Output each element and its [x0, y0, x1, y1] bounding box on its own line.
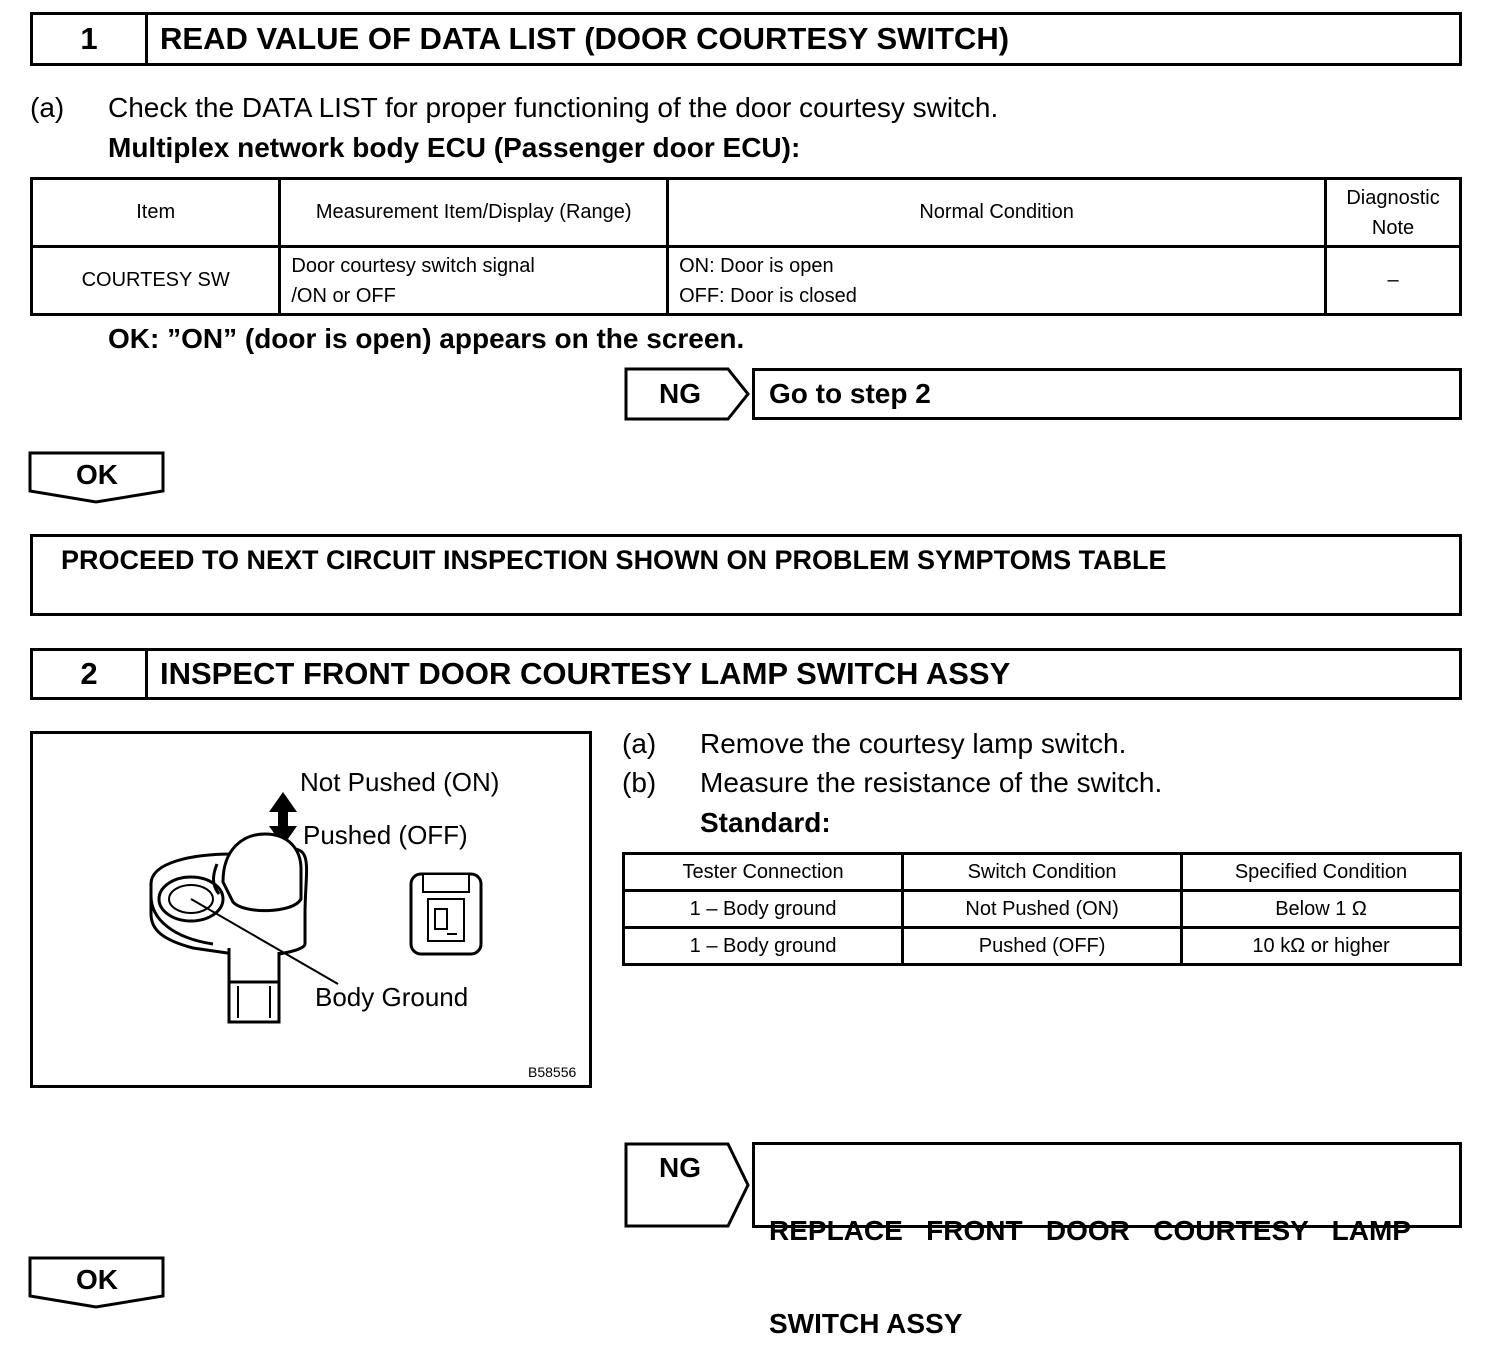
ok-condition: OK: ”ON” (door is open) appears on the screen.: [108, 323, 745, 354]
step-1-header: [30, 12, 1462, 66]
table-cell: 1 – Body ground: [624, 891, 903, 928]
table-header: Specified Condition: [1182, 854, 1461, 891]
table-cell: COURTESY SW: [32, 247, 280, 315]
step-title: READ VALUE OF DATA LIST (DOOR COURTESY SWITCH): [160, 21, 1010, 56]
table-header: Measurement Item/Display (Range): [280, 179, 668, 247]
figure-code: B58556: [528, 1064, 577, 1080]
cell-line: ON: Door is open: [679, 254, 834, 277]
list-marker: (a): [622, 728, 657, 759]
standard-table: [622, 852, 1462, 966]
table-header: [1326, 179, 1461, 247]
ng-action-line: REPLACE FRONT DOOR COURTESY LAMP: [769, 1215, 1411, 1246]
ng-label: NG: [659, 378, 701, 409]
list-marker: (a): [30, 92, 65, 123]
step-2-header: [30, 648, 1462, 700]
table-header: Normal Condition: [668, 179, 1326, 247]
cell-line: /ON or OFF: [291, 284, 396, 307]
instruction-text: Remove the courtesy lamp switch.: [700, 728, 1127, 759]
header-line: Note: [1371, 216, 1415, 239]
cell-line: Door courtesy switch signal: [291, 254, 535, 277]
table-cell: [280, 247, 668, 315]
ng-action-line: SWITCH ASSY: [769, 1308, 963, 1339]
ng-action-box: Go to step 2: [752, 368, 1462, 420]
table-header: Item: [32, 179, 280, 247]
instruction-text: Measure the resistance of the switch.: [700, 767, 1163, 798]
label-body-ground: Body Ground: [315, 982, 469, 1012]
label-not-pushed: Not Pushed (ON): [300, 767, 500, 797]
instruction-text: Check the DATA LIST for proper functioning of the door courtesy switch.: [108, 92, 999, 123]
standard-heading: Standard:: [700, 807, 831, 838]
header-line: Diagnostic: [1346, 186, 1440, 209]
step-title: INSPECT FRONT DOOR COURTESY LAMP SWITCH ASSY: [160, 656, 1011, 691]
list-marker: (b): [622, 767, 657, 798]
table-cell: –: [1326, 247, 1461, 315]
ok-label: OK: [76, 1264, 118, 1295]
table-cell: Pushed (OFF): [903, 928, 1182, 965]
switch-figure: [30, 731, 592, 1088]
table-row: [32, 247, 1461, 315]
step-number: 1: [33, 15, 148, 63]
cell-line: OFF: Door is closed: [679, 284, 857, 307]
table-cell: [668, 247, 1326, 315]
table-cell: 1 – Body ground: [624, 928, 903, 965]
data-list-table: [30, 177, 1462, 316]
table-header: Switch Condition: [903, 854, 1182, 891]
table-cell: Below 1 Ω: [1182, 891, 1461, 928]
ok-label: OK: [76, 459, 118, 490]
ng-action-box: [752, 1142, 1462, 1339]
step-number: 2: [33, 651, 148, 697]
table-row: [624, 928, 1461, 965]
table-header: Tester Connection: [624, 854, 903, 891]
label-pushed: Pushed (OFF): [303, 820, 468, 850]
table-cell: Not Pushed (ON): [903, 891, 1182, 928]
table-row: [624, 891, 1461, 928]
ng-label: NG: [659, 1152, 701, 1183]
table-cell: 10 kΩ or higher: [1182, 928, 1461, 965]
proceed-box: PROCEED TO NEXT CIRCUIT INSPECTION SHOWN ON PROBLEM SYMPTOMS TABLE: [30, 534, 1462, 616]
subheading: Multiplex network body ECU (Passenger door ECU):: [108, 132, 801, 163]
